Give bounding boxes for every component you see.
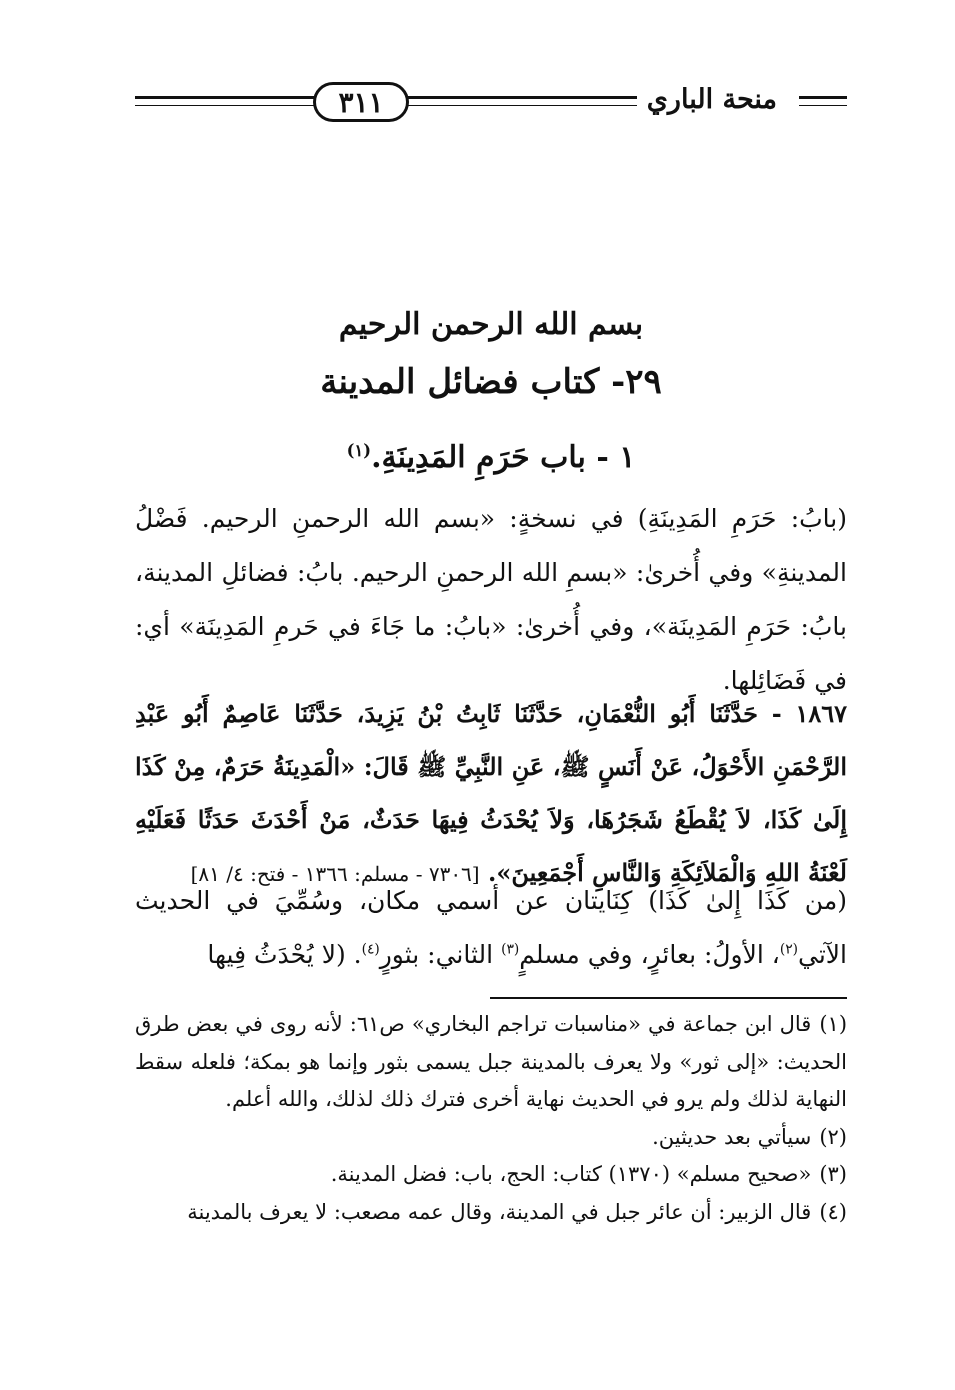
header-rule-left: [135, 96, 315, 99]
footnote-separator: [490, 997, 847, 999]
chapter-heading: [135, 440, 847, 475]
footnote: [135, 1156, 847, 1194]
hadith-reference: [٧٣٠٦ - مسلم: ١٣٦٦ - فتح: ٤/ ٨١]: [190, 862, 480, 886]
page-header: [135, 82, 847, 128]
footnote-marker: (٣): [501, 941, 520, 958]
header-rule-right-thin: [799, 105, 847, 106]
footnote-number: (١): [819, 1012, 848, 1036]
page-number: ٣١١: [313, 82, 409, 122]
footnote-text: سيأتي بعد حديثين.: [652, 1124, 812, 1149]
header-rule-left-thin: [135, 105, 315, 106]
footnote: [135, 1194, 847, 1232]
footnote-text: «صحيح مسلم» (١٣٧٠) كتاب: الحج، باب: فضل المدينة.: [330, 1162, 812, 1186]
footnotes: [135, 1006, 847, 1231]
intro-paragraph: (بابُ: حَرَمِ المَدِينَةِ) في نسخةٍ: «بسم الله الرحمنِ الرحيم. فَضْلُ المدينةِ» وفي أُخرىٰ: «بسمِ الله الرحمنِ الرحيم. بابُ: فضائلِ المدينة، بابُ: حَرَمِ المَدِينَة»، وفي أُخرىٰ: «بابُ: ما جَاءَ في حَرمِ المَدِينَة» أي: في فَضَائِلها.: [135, 504, 847, 695]
footnote: [135, 1119, 847, 1157]
commentary-text: ، الأولُ: بعائرٍ، وفي مسلمٍ: [519, 940, 780, 969]
footnote: [135, 1006, 847, 1119]
header-rule-right: [799, 96, 847, 99]
footnote-number: (٤): [819, 1199, 847, 1224]
commentary-text: الثاني: بثورٍ: [379, 940, 502, 969]
footnote-marker: (٤): [361, 941, 380, 958]
footnote-text: قال ابن جماعة في «مناسبات تراجم البخاري» ص٦١: لأنه روى في بعض طرق الحديث: «إلى ثور» ولا يعرف بالمدينة جبل يسمى بثور وإنما هو بمكة؛ فلعله سقط النهاية لذلك ولم يرو في الحديث نهاية أخرى فترك ذلك لذلك، والله أعلم.: [135, 1012, 847, 1111]
hadith-text: ١٨٦٧ - حَدَّثَنَا أَبُو النُّعْمَانِ، حَدَّثَنَا ثَابِتُ بْنُ يَزِيدَ، حَدَّثَنَا عَاصِمٌ أَبُو عَبْدِ الرَّحْمَنِ الأَحْوَلُ، عَنْ أَنَسٍ ﷺ، عَنِ النَّبِيِّ ﷺ قَالَ: «الْمَدِينَةُ حَرَمٌ، مِنْ كَذَا إِلَىٰ كَذَا، لاَ يُقْطَعُ شَجَرُهَا، وَلاَ يُحْدَثُ فِيهَا حَدَثٌ، مَنْ أَحْدَثَ حَدَثًا فَعَلَيْهِ لَعْنَةُ اللهِ وَالْمَلاَئِكَةِ وَالنَّاسِ أَجْمَعِينَ».: [135, 699, 847, 887]
footnote-text: قال الزبير: أن عائر جبل في المدينة، وقال عمه مصعب: لا يعرف بالمدينة: [187, 1199, 812, 1224]
commentary-text: (من كَذَا إِلىٰ كَذَا) كِنَايتان عن أسمي مكان، وسُمِّيَ في الحديث الآتي: [135, 886, 847, 969]
hadith-paragraph: [135, 687, 847, 901]
chapter-title: ١ - باب حَرَمِ المَدِينَةِ.: [371, 440, 636, 475]
footnote-marker: (١): [346, 441, 372, 460]
basmala: بسم الله الرحمن الرحيم: [338, 307, 644, 342]
footnote-number: (٣): [819, 1162, 847, 1186]
commentary-text: . (لا يُحْدَثُ فِيها: [207, 940, 362, 969]
footnote-number: (٢): [819, 1124, 847, 1149]
running-book-title: منحة الباري: [637, 84, 787, 115]
commentary-paragraph: [135, 874, 847, 982]
book-heading: ٢٩- كتاب فضائل المدينة: [320, 362, 662, 402]
footnote-marker: (٢): [779, 941, 798, 958]
